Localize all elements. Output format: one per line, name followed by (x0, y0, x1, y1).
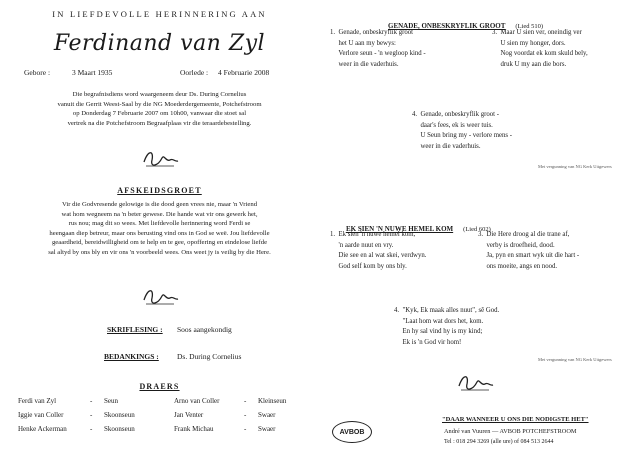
died-date: 4 Februarie 2008 (218, 68, 270, 77)
scripture-label: SKRIFLESING : (107, 325, 163, 334)
service-line: op Donderdag 7 Februarie 2007 om 10h00, vanwaar die stoet sal (72, 110, 247, 118)
bearer-name: Jan Venter (174, 411, 204, 419)
dash: - (244, 411, 247, 419)
bearer-role: Swaer (258, 425, 276, 433)
hymn2-title: EK SIEN 'N NUWE HEMEL KOM (346, 225, 454, 233)
farewell-line: heengaan diep betreur, maar ons berusting vind ons in God se weë. Jou liefdevolle (49, 229, 270, 237)
funeral-phone: Tel : 018 294 3269 (alle ure) of 084 513 2644 (444, 439, 554, 445)
left-page (0, 0, 319, 454)
bearer-role: Skoonseun (104, 425, 135, 433)
hymn1-title: GENADE, ONBESKRYFLIK GROOT (388, 22, 506, 30)
service-details (0, 90, 319, 128)
bearer-name: Arno van Coller (174, 397, 220, 405)
dash: - (90, 397, 93, 405)
farewell-line: wat hom wegneem na 'n beter gewese. Die hande wat vir ons gewerk het, (61, 210, 258, 218)
born-date: 3 Maart 1935 (72, 68, 113, 77)
bearers-title: DRAERS (139, 382, 180, 391)
hymn1-ref: (Lied 510) (515, 23, 544, 30)
hymn2-ref: (Lied 602) (463, 226, 491, 233)
dash: - (90, 425, 93, 433)
bearer-role: Skoonseun (104, 411, 135, 419)
bearer-role: Kleinseun (258, 397, 287, 405)
farewell-line: Vir die Godvresende gelowige is die dood geen vrees nie, maar 'n Vriend (61, 201, 258, 208)
scripture-value: Soos aangekondig (177, 325, 232, 334)
memorial-header: IN LIEFDEVOLLE HERINNERING AAN (52, 9, 267, 19)
farewell-line: geaardheid, bereidwilligheid om te help en te gee, opoffering en eindelose liefde (51, 239, 268, 247)
hymn2-verse1: 1. Ek sien 'n nuwe hemel kom, 'n aarde nuut en vry. Die see en al wat skei, verdwyn. God self kom by ons bly. (330, 231, 427, 270)
funeral-slogan: "DAAR WANNEER U ONS DIE NODIGSTE HET" (442, 416, 589, 423)
thanks-label: BEDANKINGS : (104, 352, 159, 361)
flourish-ornament (140, 148, 180, 170)
deceased-name: Ferdinand van Zyl (53, 31, 266, 56)
died-label: Oorlede : (180, 68, 209, 77)
bearer-name: Frank Michau (174, 425, 214, 433)
farewell-line: rus nou; mag dit so wees. Met liefdevolle herinnering word Ferdi se (68, 220, 251, 228)
hymn1-verse1: 1. Genade, onbeskryflik groot het U aan my bewys: Verlore seun - 'n wegloop kind - weer in die vaderhuis. (330, 29, 426, 68)
hymn1-credit: Met vergunning van NG Kerk Uitgewers (538, 164, 612, 169)
service-line: vanuit die Gerrit Weest-Saal by die NG Moederdergemeente, Potchefstroom (57, 100, 262, 108)
hymn1-verse3: 3. Maar U sien ver, oneindig ver U sien my honger, dors. Nog voordat ek kom skuld bely, druk U my aan die bors. (492, 29, 588, 68)
thanks-value: Ds. During Cornelius (177, 352, 242, 361)
dash: - (244, 425, 247, 433)
farewell-title: AFSKEIDSGROET (117, 186, 202, 195)
flourish-ornament (140, 286, 180, 308)
dash: - (244, 397, 247, 405)
dash: - (90, 411, 93, 419)
hymn2-credit: Met vergunning van NG Kerk Uitgewers (538, 357, 612, 362)
bearer-role: Swaer (258, 411, 276, 419)
bearer-name: Henke Ackerman (18, 425, 67, 433)
flourish-ornament (455, 372, 495, 394)
service-line: vertrek na die Potchefstroom Begraafplaas vir die teraardebestelling. (67, 119, 252, 127)
hymn2-verse3: 3. Die Here droog al die trane af, verby is droefheid, dood. Ja, pyn en smart wyk uit die hart - ons moeite, angs en nood. (478, 231, 580, 270)
hymn2-verse4: 4. "Kyk, Ek maak alles nuut", sê God. "Laat hom wat dors het, kom. En hy sal vind hy is my kind; Ek is 'n God vir hom! (394, 307, 500, 346)
farewell-text (0, 200, 319, 258)
bearer-name: Ferdi van Zyl (18, 397, 57, 405)
hymn1-verse4: 4. Genade, onbeskryflik groot - daar's fees, ek is weer tuis. U Seun bring my - verlore mens - weer in die vaderhuis. (412, 111, 513, 150)
bearer-role: Seun (104, 397, 118, 405)
born-label: Gebore : (24, 68, 51, 77)
bearer-name: Iggie van Coller (18, 411, 64, 419)
funeral-director: André van Vuuren — AVBOB POTCHEFSTROOM (444, 428, 577, 435)
farewell-line: sal altyd by ons bly en vir ons 'n voorbeeld wees. Ons weet jy is veilig by die Here. (48, 248, 271, 256)
service-line: Die begrafnisdiens word waargeneem deur Ds. During Cornelius (72, 91, 247, 98)
right-page (320, 0, 639, 454)
avbob-logo: AVBOB (332, 421, 372, 443)
